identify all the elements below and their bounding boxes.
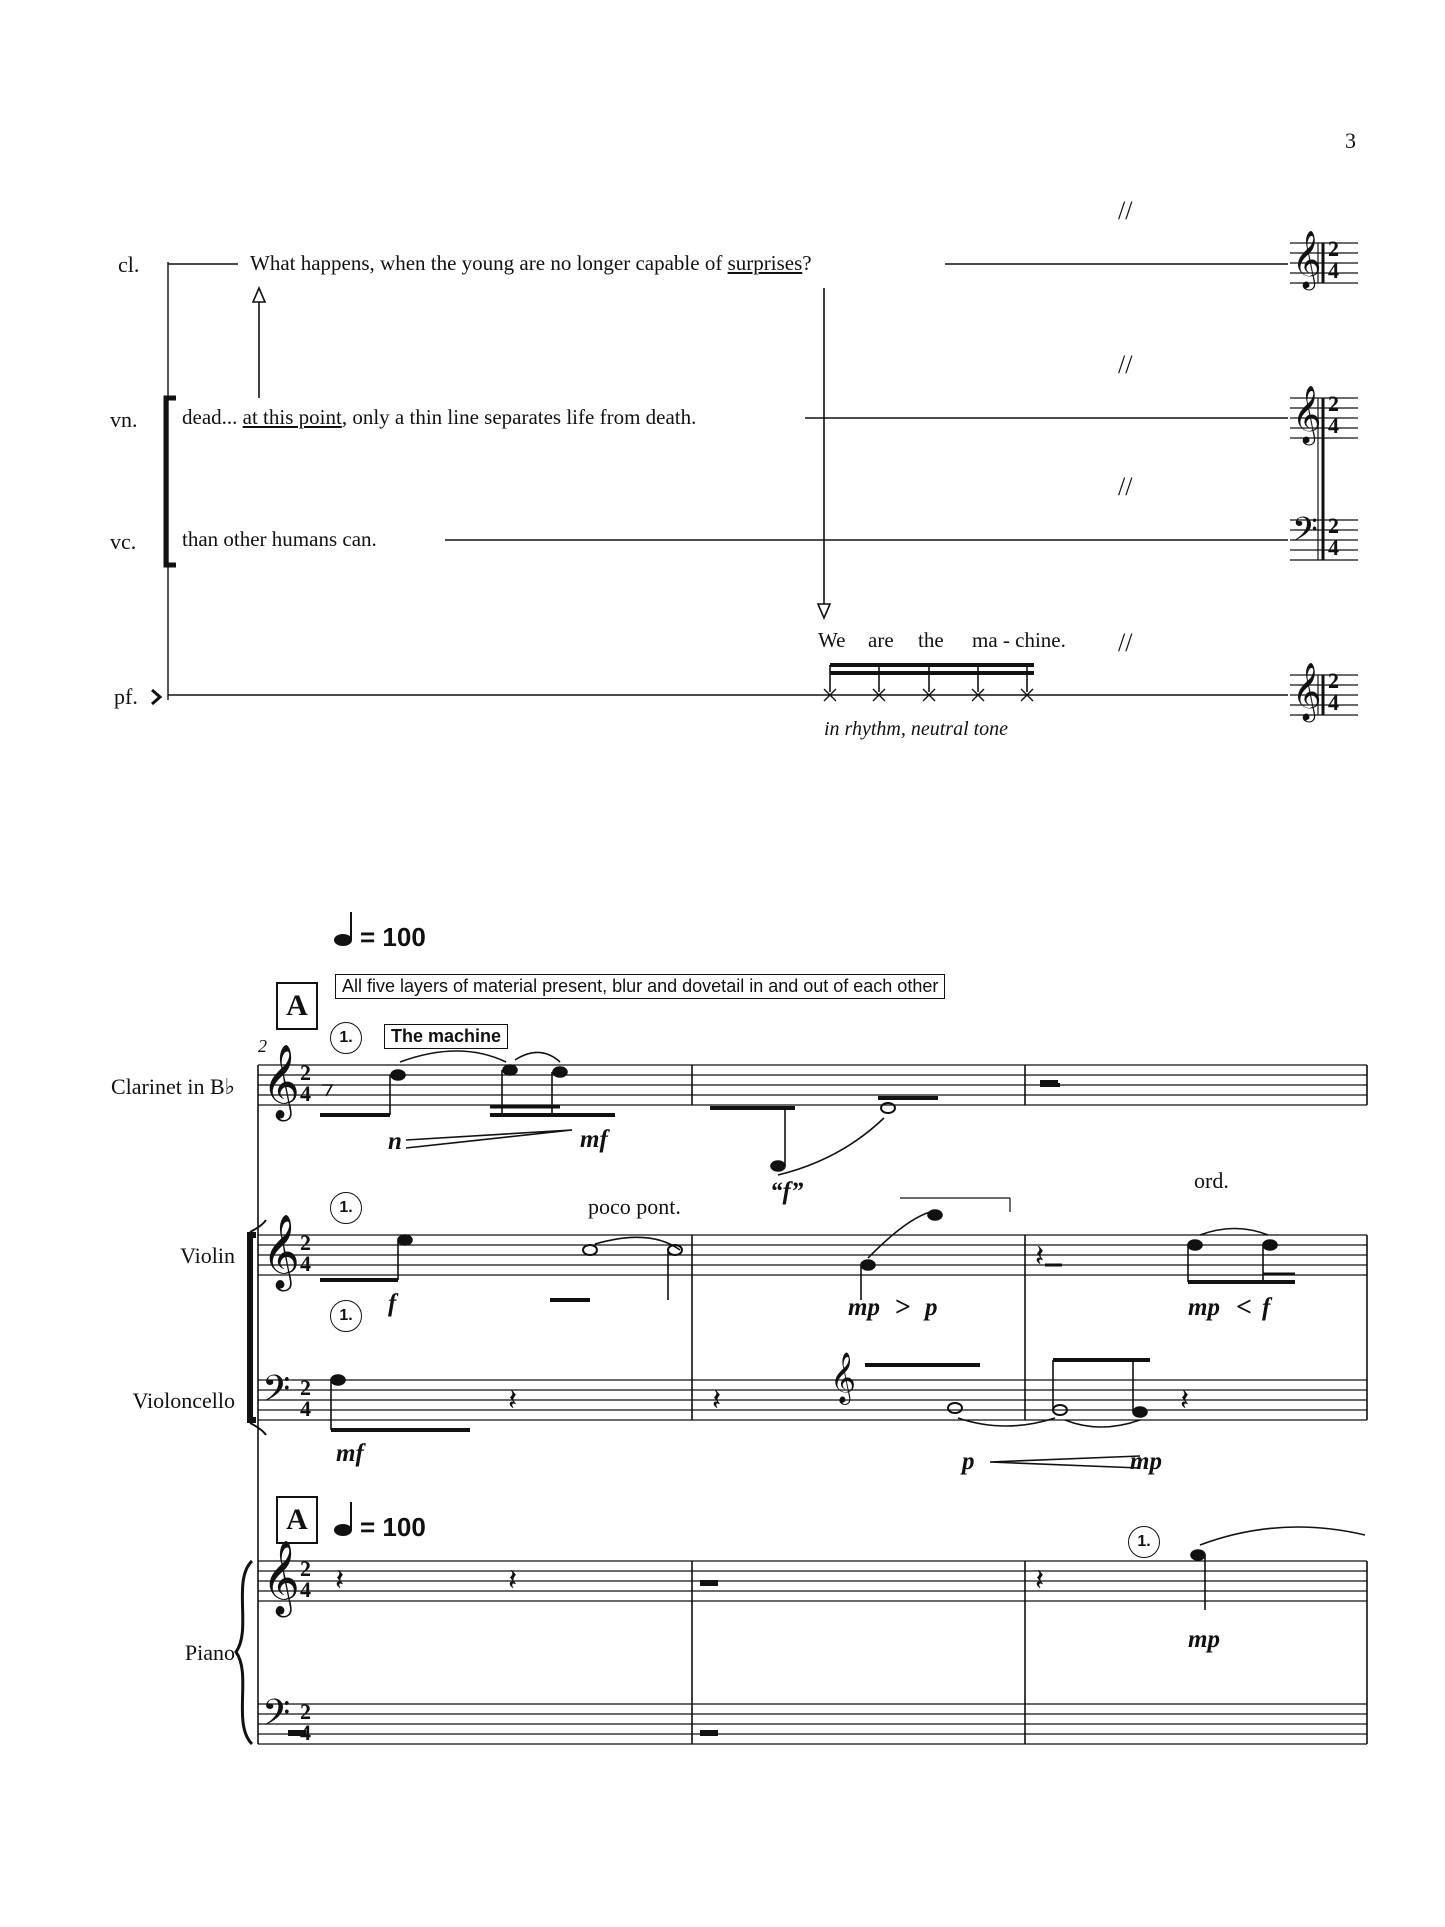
pf-instruction: in rhythm, neutral tone [824,718,1009,740]
vn-text-c: , only a thin line separates life from death. [341,405,697,429]
treble-clef-icon: 𝄞 [1292,231,1322,287]
bass-clef-icon: 𝄢 [1292,511,1318,556]
pf-abbr: pf. [114,684,138,709]
layer-number-circle-cello: 1. [330,1300,362,1332]
treble-clef-icon: 𝄞 [830,1353,857,1402]
quarter-rest-icon: 𝄽 [335,1564,345,1597]
time-sig-vn: 2 4 [1328,391,1339,438]
treble-clef-icon: 𝄞 [262,1216,300,1287]
pf-word-1: We [814,628,849,653]
time-sig-piano-lh: 2 4 [300,1699,311,1745]
instrument-cello: Violoncello [132,1388,235,1413]
time-sig-pf: 2 4 [1328,668,1339,715]
vn-spoken-text [178,405,700,430]
vn-text-underlined: at this point [242,405,342,429]
pf-word-3: the [914,628,948,653]
rehearsal-mark-a: A [276,982,318,1030]
time-sig-piano-rh: 2 4 [300,1556,311,1602]
dynamic-vn-f-2: f [1262,1294,1271,1321]
cl-text-a: What happens, when the young are no longer capable of [250,251,728,275]
vn-abbr: vn. [110,407,138,432]
caesura-pf: // [1118,628,1133,657]
time-sig-clarinet: 2 4 [300,1060,311,1106]
instrument-piano: Piano [184,1640,235,1665]
time-sig-cello: 2 4 [300,1375,311,1421]
dynamic-vc-mp: mp [1130,1448,1162,1475]
time-sig-cl: 2 4 [1328,236,1339,283]
dynamic-vn-p: p [925,1294,938,1321]
bass-clef-icon: 𝄢 [262,1369,291,1418]
treble-clef-icon: 𝄞 [1292,663,1322,719]
layer-number-circle: 1. [330,1022,362,1054]
instrument-clarinet: Clarinet in B♭ [110,1074,235,1099]
crescendo-mark: < [1236,1292,1252,1323]
measure-number: 2 [258,1036,267,1056]
layer-label-box: The machine [384,1024,508,1049]
poco-pont-marking: poco pont. [588,1194,681,1219]
treble-clef-icon: 𝄞 [1292,386,1322,442]
dynamic-cl-n: n [388,1128,402,1155]
quarter-rest-icon: 𝄽 [712,1384,722,1417]
vc-abbr: vc. [110,529,137,554]
caesura-cl: // [1118,196,1133,225]
quarter-rest-icon: 𝄽 [1180,1384,1190,1417]
treble-clef-icon: 𝄞 [262,1542,300,1613]
layer-instruction-box: All five layers of material present, blur and dovetail in and out of each other [335,974,945,999]
caesura-vc: // [1118,472,1133,501]
dynamic-cl-f-quoted: “f” [770,1178,804,1205]
rehearsal-mark-a-piano: A [276,1496,318,1544]
quarter-rest-icon: 𝄽 [508,1384,518,1417]
pf-word-2: are [864,628,898,653]
dynamic-cl-mf: mf [580,1126,608,1153]
quarter-rest-icon: 𝄽 [508,1564,518,1597]
instrument-violin: Violin [180,1243,235,1268]
dynamic-vc-p: p [962,1448,975,1475]
vn-text-a: dead... [182,405,243,429]
decrescendo-mark: > [895,1292,911,1323]
time-sig-vc: 2 4 [1328,513,1339,560]
dynamic-vn-mp: mp [848,1294,880,1321]
dynamic-pno-mp: mp [1188,1626,1220,1653]
layer-number-circle-violin: 1. [330,1192,362,1224]
time-sig-violin: 2 4 [300,1230,311,1276]
ord-marking: ord. [1194,1168,1229,1193]
caesura-vn: // [1118,350,1133,379]
dynamic-vn-mp-2: mp [1188,1294,1220,1321]
quarter-rest-icon: 𝄽 [1035,1240,1045,1273]
bass-clef-icon: 𝄢 [262,1693,291,1742]
tempo-marking-piano: = 100 [360,1512,426,1542]
cl-text-c: ? [802,251,812,275]
dynamic-vn-f: f [388,1290,397,1317]
layer-number-circle-piano: 1. [1128,1526,1160,1558]
pf-word-4: ma - chine. [968,628,1070,653]
cl-spoken-text [246,251,816,276]
page-number: 3 [1345,128,1356,153]
cl-abbr: cl. [118,252,140,277]
treble-clef-icon: 𝄞 [262,1046,300,1117]
dynamic-vc-mf: mf [336,1440,364,1467]
vc-spoken-text: than other humans can. [178,527,381,552]
quarter-rest-icon: 𝄽 [1035,1564,1045,1597]
cl-text-underlined: surprises [727,251,803,275]
tempo-marking: = 100 [360,922,426,952]
